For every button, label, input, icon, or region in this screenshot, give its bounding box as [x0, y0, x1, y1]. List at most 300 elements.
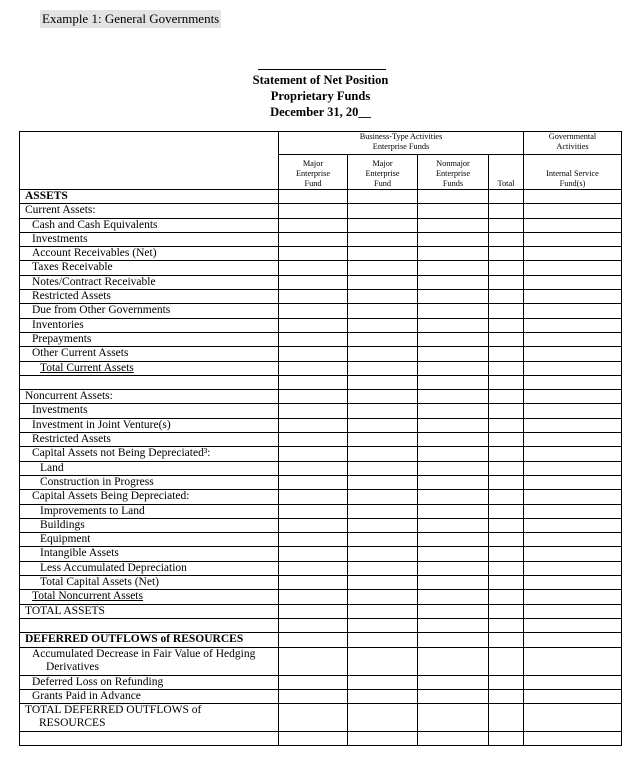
header-blank-cell [20, 132, 279, 190]
value-cell [348, 547, 418, 561]
table-row [20, 390, 622, 404]
table-row [20, 647, 622, 675]
table-row [20, 533, 622, 547]
value-cell [348, 418, 418, 432]
value-cell [418, 318, 489, 332]
row-label-cell [20, 533, 279, 547]
row-label-cell [20, 404, 279, 418]
col-nonmajor-funds [418, 155, 489, 190]
value-cell [418, 604, 489, 618]
value-cell [418, 190, 489, 204]
value-cell [524, 561, 622, 575]
row-label-cell [20, 576, 279, 590]
row-label-cell [20, 504, 279, 518]
value-cell [348, 633, 418, 647]
value-cell [279, 561, 348, 575]
table-row [20, 561, 622, 575]
value-cell [489, 361, 524, 375]
value-cell [418, 675, 489, 689]
value-cell [489, 461, 524, 475]
business-type-header [279, 132, 524, 155]
row-label: Taxes Receivable [32, 261, 113, 274]
row-label-cell [20, 461, 279, 475]
value-cell [279, 732, 348, 746]
value-cell [489, 204, 524, 218]
row-label: Land [40, 461, 64, 474]
value-cell [279, 490, 348, 504]
value-cell [489, 447, 524, 461]
value-cell [489, 561, 524, 575]
value-cell [524, 433, 622, 447]
value-cell [418, 475, 489, 489]
row-label-cell [20, 304, 279, 318]
row-label: Construction in Progress [40, 475, 154, 488]
governmental-header [524, 132, 622, 155]
table-row [20, 675, 622, 689]
row-label: Other Current Assets [32, 347, 129, 360]
value-cell [524, 347, 622, 361]
value-cell [348, 475, 418, 489]
row-label: Total Noncurrent Assets [32, 590, 143, 603]
row-label: Cash and Cash Equivalents [32, 218, 158, 231]
table-row [20, 576, 622, 590]
value-cell [348, 675, 418, 689]
value-cell [348, 518, 418, 532]
table-row [20, 304, 622, 318]
value-cell [279, 604, 348, 618]
row-label-cell [20, 447, 279, 461]
table-row [20, 275, 622, 289]
col-major-fund-2 [348, 155, 418, 190]
value-cell [489, 347, 524, 361]
row-label-cell [20, 647, 279, 675]
value-cell [279, 332, 348, 346]
value-cell [418, 547, 489, 561]
value-cell [524, 232, 622, 246]
value-cell [418, 232, 489, 246]
value-cell [279, 618, 348, 632]
table-row [20, 204, 622, 218]
value-cell [348, 275, 418, 289]
row-label-cell [20, 732, 279, 746]
value-cell [348, 290, 418, 304]
value-cell [348, 576, 418, 590]
value-cell [418, 433, 489, 447]
value-cell [524, 490, 622, 504]
table-row [20, 604, 622, 618]
value-cell [489, 247, 524, 261]
row-label: Investment in Joint Venture(s) [32, 418, 171, 431]
value-cell [489, 618, 524, 632]
value-cell [348, 375, 418, 389]
value-cell [489, 418, 524, 432]
value-cell [348, 433, 418, 447]
value-cell [279, 190, 348, 204]
value-cell [348, 204, 418, 218]
value-cell [348, 732, 418, 746]
value-cell [524, 704, 622, 732]
table-row [20, 475, 622, 489]
value-cell [489, 490, 524, 504]
value-cell [524, 475, 622, 489]
col-major-1-l2: Enterprise [295, 169, 331, 178]
row-label: Restricted Assets [32, 290, 111, 303]
row-label-cell [20, 390, 279, 404]
value-cell [489, 689, 524, 703]
value-cell [489, 261, 524, 275]
value-cell [279, 290, 348, 304]
row-label: TOTAL DEFERRED OUTFLOWS of RESOURCES [25, 704, 202, 730]
row-label-cell [20, 261, 279, 275]
value-cell [279, 576, 348, 590]
value-cell [348, 218, 418, 232]
value-cell [348, 704, 418, 732]
value-cell [524, 732, 622, 746]
value-cell [348, 561, 418, 575]
row-label: Investments [32, 404, 88, 417]
col-nonmajor-l2: Enterprise [435, 169, 471, 178]
row-label-cell [20, 689, 279, 703]
value-cell [279, 547, 348, 561]
value-cell [489, 218, 524, 232]
value-cell [348, 332, 418, 346]
value-cell [279, 433, 348, 447]
value-cell [489, 704, 524, 732]
row-label: Intangible Assets [40, 547, 119, 560]
value-cell [279, 447, 348, 461]
value-cell [524, 533, 622, 547]
row-label: Total Current Assets [40, 361, 134, 374]
row-label: Grants Paid in Advance [32, 689, 141, 702]
value-cell [418, 561, 489, 575]
col-internal-l1: Internal Service [546, 169, 599, 178]
row-label: Noncurrent Assets: [25, 390, 113, 403]
col-major-fund-1 [279, 155, 348, 190]
value-cell [418, 204, 489, 218]
table-row [20, 590, 622, 604]
table-row [20, 232, 622, 246]
value-cell [279, 404, 348, 418]
value-cell [418, 332, 489, 346]
value-cell [418, 461, 489, 475]
col-major-2-l1: Major [372, 159, 393, 168]
value-cell [418, 375, 489, 389]
row-label: Deferred Loss on Refunding [32, 675, 164, 688]
row-label: TOTAL ASSETS [25, 604, 105, 617]
col-total [489, 155, 524, 190]
row-label-cell [20, 475, 279, 489]
col-major-2-l2: Enterprise [365, 169, 400, 178]
table-row [20, 261, 622, 275]
value-cell [489, 404, 524, 418]
value-cell [418, 218, 489, 232]
value-cell [418, 447, 489, 461]
business-type-line-1: Business-Type Activities [359, 132, 443, 141]
value-cell [279, 633, 348, 647]
value-cell [524, 418, 622, 432]
row-label: Account Receivables (Net) [32, 247, 157, 260]
row-label: Restricted Assets [32, 433, 111, 446]
row-label-cell [20, 218, 279, 232]
value-cell [524, 318, 622, 332]
value-cell [524, 547, 622, 561]
value-cell [489, 390, 524, 404]
value-cell [348, 461, 418, 475]
value-cell [348, 190, 418, 204]
col-major-2-l3: Fund [373, 179, 392, 188]
value-cell [489, 504, 524, 518]
value-cell [489, 304, 524, 318]
value-cell [418, 504, 489, 518]
value-cell [348, 232, 418, 246]
value-cell [418, 261, 489, 275]
table-row [20, 247, 622, 261]
value-cell [279, 704, 348, 732]
value-cell [418, 418, 489, 432]
table-row [20, 618, 622, 632]
row-label-cell [20, 361, 279, 375]
value-cell [489, 375, 524, 389]
row-label: Capital Assets not Being Depreciated³: [32, 447, 211, 460]
table-row [20, 375, 622, 389]
value-cell [524, 576, 622, 590]
table-row [20, 347, 622, 361]
value-cell [279, 347, 348, 361]
value-cell [418, 590, 489, 604]
value-cell [524, 190, 622, 204]
row-label: Inventories [32, 318, 84, 331]
value-cell [524, 261, 622, 275]
value-cell [524, 675, 622, 689]
row-label: Current Assets: [25, 204, 96, 217]
col-major-1-l1: Major [302, 159, 324, 168]
statement-title [0, 72, 641, 120]
value-cell [348, 533, 418, 547]
value-cell [524, 647, 622, 675]
value-cell [418, 633, 489, 647]
value-cell [348, 689, 418, 703]
title-rule [258, 69, 386, 70]
value-cell [418, 390, 489, 404]
title-line-1: Statement of Net Position [252, 73, 389, 87]
value-cell [418, 533, 489, 547]
value-cell [489, 290, 524, 304]
table-row [20, 433, 622, 447]
row-label: DEFERRED OUTFLOWS of RESOURCES [25, 633, 244, 646]
value-cell [279, 475, 348, 489]
row-label-cell [20, 332, 279, 346]
value-cell [489, 433, 524, 447]
row-label: Less Accumulated Depreciation [40, 561, 187, 574]
value-cell [348, 447, 418, 461]
value-cell [489, 590, 524, 604]
row-label-cell [20, 675, 279, 689]
row-label: ASSETS [25, 190, 68, 202]
row-label-cell [20, 518, 279, 532]
value-cell [279, 504, 348, 518]
value-cell [524, 204, 622, 218]
value-cell [524, 390, 622, 404]
row-label-cell [20, 604, 279, 618]
table-row [20, 704, 622, 732]
row-label-cell [20, 433, 279, 447]
value-cell [348, 404, 418, 418]
value-cell [418, 518, 489, 532]
value-cell [348, 318, 418, 332]
value-cell [418, 732, 489, 746]
value-cell [524, 590, 622, 604]
value-cell [279, 204, 348, 218]
table-row [20, 504, 622, 518]
row-label: Investments [32, 232, 88, 245]
value-cell [279, 247, 348, 261]
row-label-cell [20, 204, 279, 218]
row-label: Due from Other Governments [32, 304, 171, 317]
row-label: Capital Assets Being Depreciated: [32, 490, 190, 503]
row-label-cell [20, 547, 279, 561]
value-cell [348, 647, 418, 675]
value-cell [418, 576, 489, 590]
table-row [20, 190, 622, 204]
value-cell [489, 547, 524, 561]
value-cell [524, 304, 622, 318]
value-cell [524, 618, 622, 632]
row-label: Improvements to Land [40, 504, 145, 517]
value-cell [348, 390, 418, 404]
value-cell [489, 332, 524, 346]
statement-table [19, 131, 622, 746]
row-label-cell [20, 418, 279, 432]
row-label-cell [20, 347, 279, 361]
value-cell [489, 732, 524, 746]
title-line-3: December 31, 20__ [270, 105, 371, 119]
row-label-cell [20, 318, 279, 332]
value-cell [489, 518, 524, 532]
col-nonmajor-l1: Nonmajor [436, 159, 470, 168]
value-cell [489, 576, 524, 590]
value-cell [279, 390, 348, 404]
value-cell [489, 533, 524, 547]
value-cell [489, 475, 524, 489]
value-cell [418, 490, 489, 504]
row-label-cell [20, 290, 279, 304]
value-cell [279, 461, 348, 475]
value-cell [348, 361, 418, 375]
value-cell [489, 633, 524, 647]
governmental-line-1: Governmental [548, 132, 597, 141]
value-cell [279, 218, 348, 232]
table-row [20, 689, 622, 703]
value-cell [524, 332, 622, 346]
value-cell [279, 590, 348, 604]
value-cell [489, 190, 524, 204]
value-cell [279, 689, 348, 703]
table-row [20, 732, 622, 746]
value-cell [524, 375, 622, 389]
value-cell [348, 590, 418, 604]
table-row [20, 461, 622, 475]
business-type-line-2: Enterprise Funds [372, 142, 430, 151]
row-label-cell [20, 190, 279, 204]
table-row [20, 290, 622, 304]
value-cell [279, 518, 348, 532]
value-cell [418, 247, 489, 261]
row-label-cell [20, 490, 279, 504]
value-cell [418, 347, 489, 361]
table-row [20, 490, 622, 504]
value-cell [418, 618, 489, 632]
table-row [20, 332, 622, 346]
col-total-label: Total [497, 179, 515, 188]
value-cell [524, 604, 622, 618]
row-label-cell [20, 232, 279, 246]
row-label: Total Capital Assets (Net) [40, 576, 159, 589]
header-row-group [20, 132, 622, 155]
title-line-2: Proprietary Funds [270, 89, 371, 103]
value-cell [489, 275, 524, 289]
row-label-cell [20, 633, 279, 647]
value-cell [524, 461, 622, 475]
value-cell [524, 361, 622, 375]
row-label-cell [20, 704, 279, 732]
value-cell [279, 533, 348, 547]
value-cell [418, 689, 489, 703]
value-cell [348, 347, 418, 361]
value-cell [279, 675, 348, 689]
value-cell [489, 604, 524, 618]
value-cell [418, 704, 489, 732]
value-cell [348, 490, 418, 504]
value-cell [418, 361, 489, 375]
value-cell [489, 675, 524, 689]
col-internal-service [524, 155, 622, 190]
col-internal-l2: Fund(s) [559, 179, 586, 188]
row-label-cell [20, 247, 279, 261]
value-cell [524, 404, 622, 418]
value-cell [279, 304, 348, 318]
value-cell [348, 304, 418, 318]
value-cell [524, 504, 622, 518]
value-cell [489, 647, 524, 675]
value-cell [524, 218, 622, 232]
value-cell [279, 418, 348, 432]
value-cell [524, 633, 622, 647]
value-cell [348, 618, 418, 632]
col-major-1-l3: Fund [304, 179, 322, 188]
governmental-line-2: Activities [556, 142, 589, 151]
value-cell [418, 647, 489, 675]
value-cell [279, 318, 348, 332]
value-cell [489, 232, 524, 246]
example-label: Example 1: General Governments [42, 11, 220, 26]
table-row [20, 318, 622, 332]
table-row [20, 218, 622, 232]
table-row [20, 547, 622, 561]
table-row [20, 418, 622, 432]
table-row [20, 518, 622, 532]
col-nonmajor-l3: Funds [442, 179, 464, 188]
value-cell [524, 275, 622, 289]
value-cell [524, 689, 622, 703]
value-cell [418, 275, 489, 289]
table-row [20, 361, 622, 375]
row-label: Equipment [40, 533, 91, 546]
value-cell [279, 375, 348, 389]
value-cell [524, 247, 622, 261]
row-label: Accumulated Decrease in Fair Value of Hedging Derivatives [32, 647, 256, 673]
row-label-cell [20, 618, 279, 632]
row-label: Buildings [40, 518, 85, 531]
